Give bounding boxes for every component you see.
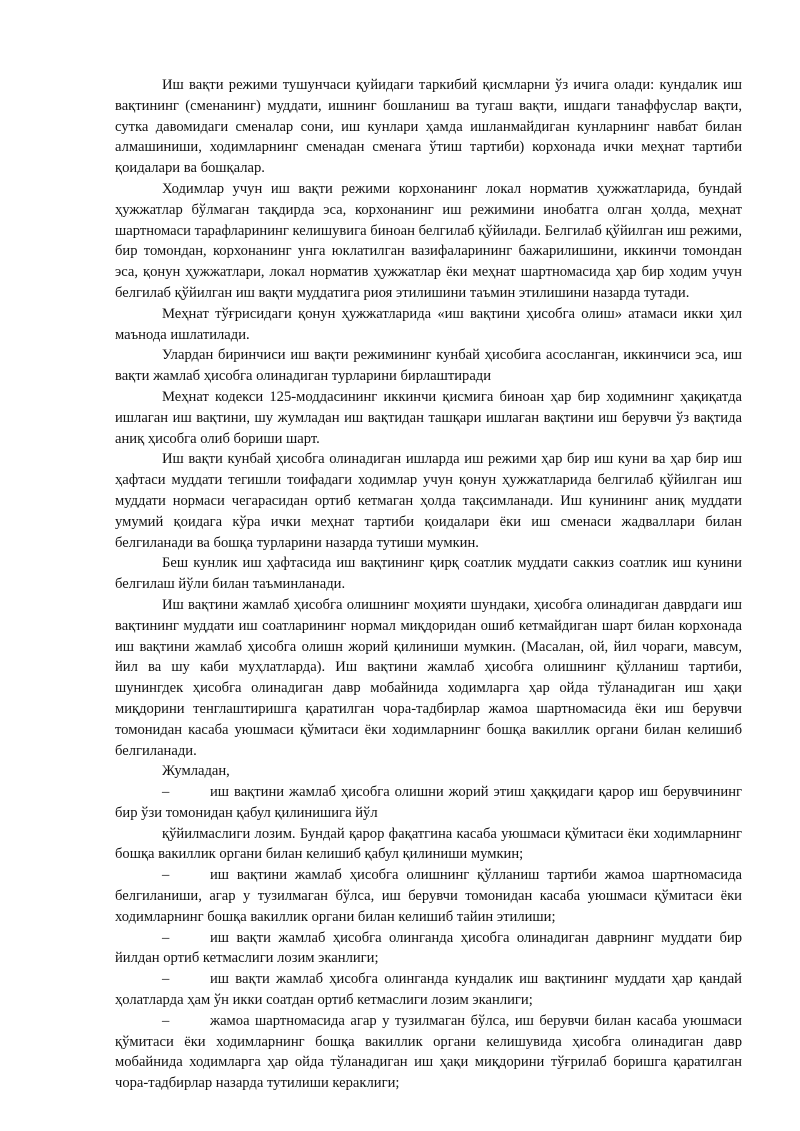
list-item — [115, 865, 742, 927]
paragraph: Иш вақтини жамлаб ҳисобга олишнинг моҳияти шундаки, ҳисобга олинадиган даврдаги иш вақтининг муддати иш соатларининг нормал миқдоридан ошиб кетмайдиган шарт билан корхонада иш вақтини жамлаб ҳисобга олишн жорий қилиниши мумкин. (Масалан, ой, йил чораги, мавсум, йил ва шу каби муҳлатларда). Иш вақтини жамлаб ҳисобга олишнинг қўлланиш тартиби, шунингдек ҳисобга олинадиган давр мобайнида ходимларга ҳар ойда тўланадиган иш ҳақи миқдорини тенглаштиришга қаратилган чора-тадбирлар жамоа шартномасида ёки иш берувчи томонидан касаба уюшмаси қўмитаси ёки ходимларнинг бошқа вакиллик органи билан келишиб белгиланади. — [115, 596, 742, 759]
paragraph: Беш кунлик иш ҳафтасида иш вақтининг қирқ соатлик муддати саккиз соатлик иш кунини белгилаш йўли билан таъминланади. — [115, 555, 742, 593]
dash-marker: – — [162, 867, 170, 884]
paragraph: Жумладан, — [162, 763, 230, 780]
dash-marker: – — [162, 784, 170, 801]
paragraph: Ходимлар учун иш вақти режими корхонанинг локал норматив ҳужжатларида, бундай ҳужжатлар бўлмаган тақдирда эса, корхонанинг иш режимини инобатга олган ҳолда, меҳнат шартномаси тарафларининг келишувига биноан белгилаб қўйилади. Белгилаб қўйилган иш режими, бир томондан, корхонанинг унга юклатилган вазифаларининг бажарилишини, иккинчи томондан эса, қонун ҳужжатлари, локал норматив ҳужжатлар ёки меҳнат шартномасида ҳар бир ходим учун белгилаб қўйилган иш вақти муддатига риоя этилишини таъмин этилишини назарда тутади. — [115, 180, 742, 301]
list-item-text: иш вақти жамлаб ҳисобга олинганда кундалик иш вақтининг муддати ҳар қандай ҳолатларда ҳам ўн икки соатдан ортиб кетмаслиги лозим эканлиги; — [115, 971, 742, 1009]
list-item — [115, 969, 742, 1011]
list-item — [115, 782, 742, 824]
paragraph: Иш вақти кунбай ҳисобга олинадиган ишларда иш режими ҳар бир иш куни ва ҳар бир иш ҳафтаси муддати тегишли тоифадаги ходимлар учун қонун ҳужжатларида белгилаб қўйилган иш муддати нормаси чегарасидан ортиб кетмаган ҳолда тақсимланади. Иш кунининг аниқ муддати умумий қоидага кўра ички меҳнат тартиби қоидалари ёки иш сменаси жадваллари билан белгиланади ва бошқа турларини назарда тутиши мумкин. — [115, 451, 742, 551]
list-item-text: иш вақтини жамлаб ҳисобга олишни жорий этиш ҳаққидаги қарор иш берувчининг бир ўзи томонидан қабул қилинишига йўл — [115, 784, 742, 821]
dash-marker: – — [162, 1012, 170, 1029]
list-item — [115, 928, 742, 970]
list-item — [115, 1011, 742, 1094]
list-item-text: жамоа шартномасида агар у тузилмаган бўлса, иш берувчи билан касаба уюшмаси қўмитаси ёки ходимларнинг бошқа вакиллик органи келишувида ҳисобга олинадиган давр мобайнида ходимларга ҳар ойда тўланадиган иш ҳақи миқдорини тўғрилаб боришга қаратилган чора-тадбирлар назарда тутилиши кераклиги; — [115, 1012, 742, 1092]
paragraph: Улардан биринчиси иш вақти режимининг кунбай ҳисобига асосланган, иккинчиси эса, иш вақти жамлаб ҳисобга олинадиган турларини бирлаштиради — [115, 347, 742, 385]
dash-marker: – — [162, 971, 170, 988]
list-item-text: иш вақтини жамлаб ҳисобга олишнинг қўлланиш тартиби жамоа шартномасида белгиланиши, агар у тузилмаган бўлса, иш берувчи томонидан касаба уюшмаси қўмитаси ёки ходимларнинг бошқа вакиллик органи билан келишиб тайин этилиши; — [115, 867, 742, 925]
paragraph: Иш вақти режими тушунчаси қуйидаги таркибий қисмларни ўз ичига олади: кундалик иш вақтининг (сменанинг) муддати, ишнинг бошланиш ва тугаш вақти, ишдаги танаффуслар вақти, сутка давомидаги сменалар сони, иш кунлари ҳамда ишланмайдиган кунларнинг навбат билан алмашиниши, ходимларнинг сменадан сменага ўтиш тартиби) корхонада ички меҳнат тартиби қоидалари ва бошқалар. — [115, 77, 742, 177]
paragraph: Меҳнат кодекси 125-моддасининг иккинчи қисмига биноан ҳар бир ходимнинг ҳақиқатда ишлаган иш вақтини, шу жумладан иш вақтидан ташқари ишлаган вақтини иш берувчи ўз вақтида аниқ ҳисобга олиб бориши шарт. — [115, 388, 742, 447]
dash-marker: – — [162, 929, 170, 946]
paragraph: Меҳнат тўғрисидаги қонун ҳужжатларида «иш вақтини ҳисобга олиш» атамаси икки ҳил маънода ишлатилади. — [115, 305, 742, 343]
document-page — [115, 75, 742, 1094]
list-item-text: иш вақти жамлаб ҳисобга олинганда ҳисобга олинадиган даврнинг муддати бир йилдан ортиб кетмаслиги лозим эканлиги; — [115, 929, 742, 967]
paragraph: қўйилмаслиги лозим. Бундай қарор фақатгина касаба уюшмаси қўмитаси ёки ходимларнинг бошқа вакиллик органи билан келишиб қабул қилиниши мумкин; — [115, 825, 742, 863]
